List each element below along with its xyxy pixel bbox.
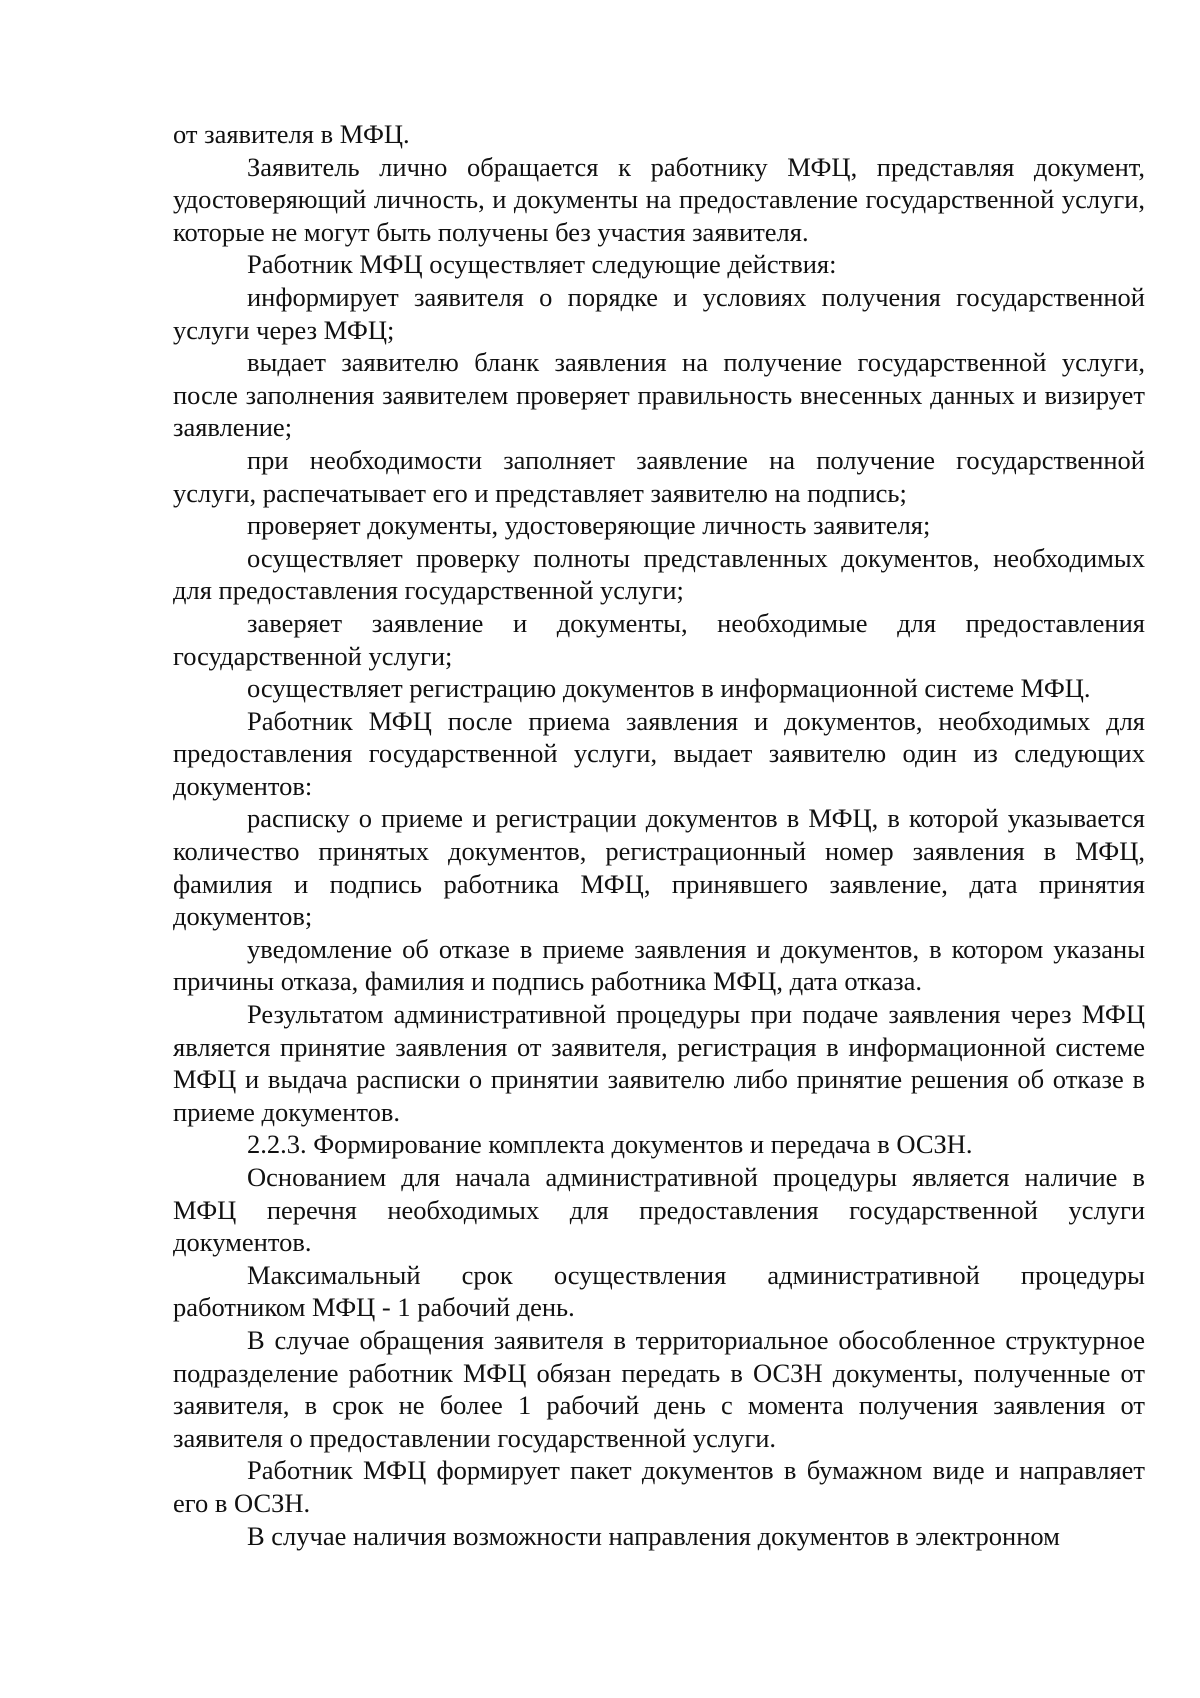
paragraph: Заявитель лично обращается к работнику МФЦ, представляя документ, удостоверяющий личность, и документы на предоставление государственной услуги, которые не могут быть получены без участия заявителя. (173, 151, 1145, 247)
paragraph: выдает заявителю бланк заявления на получение государственной услуги, после заполнения заявителем проверяет правильность внесенных данных и визирует заявление; (173, 347, 1145, 443)
paragraph: Работник МФЦ формирует пакет документов в бумажном виде и направляет его в ОСЗН. (173, 1455, 1145, 1518)
paragraph: проверяет документы, удостоверяющие личность заявителя; (247, 510, 931, 541)
paragraph: В случае обращения заявителя в территориальное обособленное структурное подразделение работник МФЦ обязан передать в ОСЗН документы, полученные от заявителя, в срок не более 1 рабочий день с момента получения заявления от заявителя о предоставлении государственной услуги. (173, 1324, 1145, 1453)
paragraph: Максимальный срок осуществления административной процедуры работником МФЦ - 1 рабочий день. (173, 1259, 1145, 1323)
paragraph: информирует заявителя о порядке и условиях получения государственной услуги через МФЦ; (173, 281, 1145, 345)
paragraph: осуществляет регистрацию документов в информационной системе МФЦ. (247, 673, 1091, 704)
paragraph: Работник МФЦ осуществляет следующие действия: (247, 249, 837, 280)
paragraph: Результатом административной процедуры при подаче заявления через МФЦ является принятие заявления от заявителя, регистрация в информационной системе МФЦ и выдача расписки о принятии заявителю либо принятие решения об отказе в приеме документов. (173, 999, 1145, 1127)
section-heading: 2.2.3. Формирование комплекта документов и передача в ОСЗН. (247, 1129, 973, 1160)
paragraph: расписку о приеме и регистрации документов в МФЦ, в которой указывается количество принятых документов, регистрационный номер заявления в МФЦ, фамилия и подпись работника МФЦ, принявшего заявление, дата принятия документов; (173, 803, 1145, 932)
paragraph: при необходимости заполняет заявление на получение государственной услуги, распечатывает его и представляет заявителю на подпись; (173, 444, 1145, 508)
paragraph: заверяет заявление и документы, необходимые для предоставления государственной услуги; (173, 607, 1145, 671)
paragraph: осуществляет проверку полноты представленных документов, необходимых для предоставления государственной услуги; (173, 542, 1145, 606)
document-body (173, 118, 1145, 1552)
paragraph: Основанием для начала административной процедуры является наличие в МФЦ перечня необходимых для предоставления государственной услуги документов. (173, 1162, 1145, 1258)
paragraph: от заявителя в МФЦ. (173, 119, 410, 149)
paragraph: Работник МФЦ после приема заявления и документов, необходимых для предоставления государственной услуги, выдает заявителю один из следующих документов: (173, 705, 1145, 801)
paragraph: В случае наличия возможности направления документов в электронном (247, 1520, 1060, 1551)
paragraph: уведомление об отказе в приеме заявления и документов, в котором указаны причины отказа, фамилия и подпись работника МФЦ, дата отказа. (173, 933, 1145, 997)
